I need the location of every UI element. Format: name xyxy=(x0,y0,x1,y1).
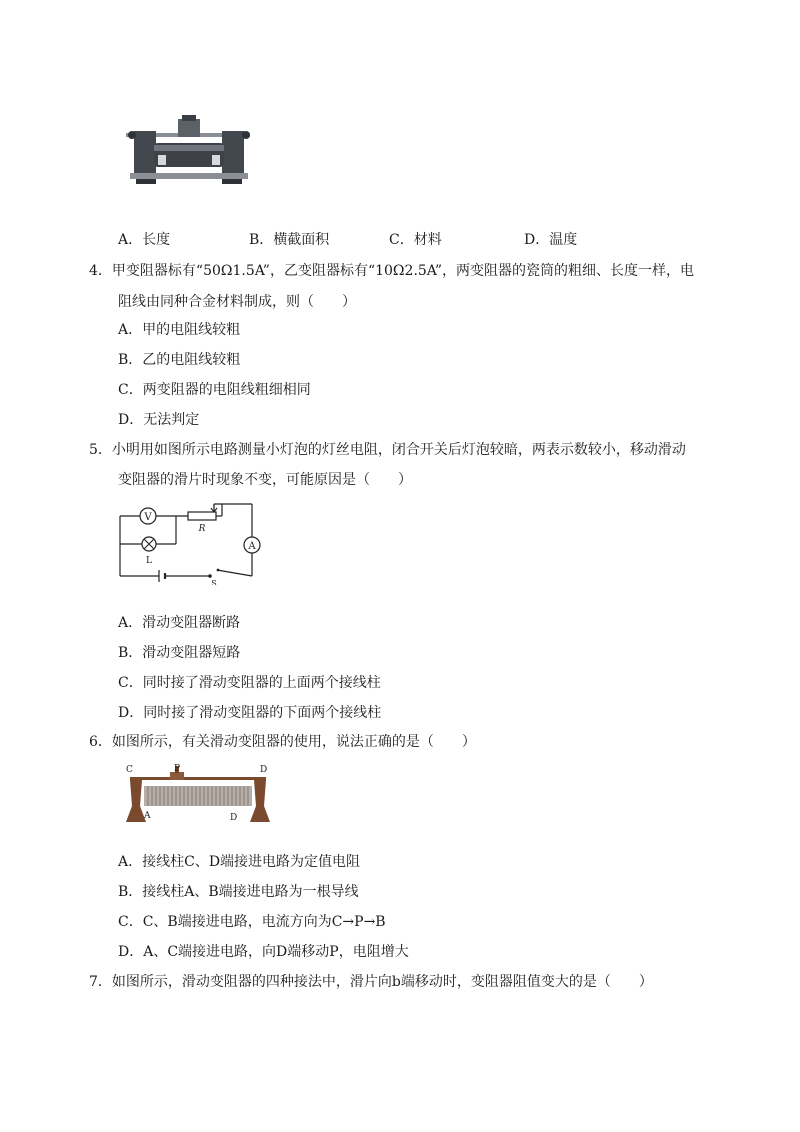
svg-text:P: P xyxy=(174,764,181,774)
q4-stem-line2: 阻线由同种合金材料制成，则（ ） xyxy=(118,294,356,310)
q5-option-c: C．同时接了滑动变阻器的上面两个接线柱 xyxy=(118,675,381,691)
q3-option-c: C．材料 xyxy=(389,232,442,248)
switch-icon xyxy=(208,574,212,578)
q4-option-d: D．无法判定 xyxy=(118,412,200,428)
svg-text:C: C xyxy=(126,765,133,775)
q3-option-d: D．温度 xyxy=(524,232,578,248)
svg-text:V: V xyxy=(144,512,152,523)
q6-option-c: C．C、B端接进电路，电流方向为C→P→B xyxy=(118,914,386,930)
q7-stem: 7．如图所示，滑动变阻器的四种接法中，滑片向b端移动时，变阻器阻值变大的是（ ） xyxy=(89,974,653,990)
svg-text:A: A xyxy=(248,541,256,552)
q6-option-a: A．接线柱C、D端接进电路为定值电阻 xyxy=(118,854,361,870)
rheostat-photo xyxy=(118,95,258,190)
q3-option-b: B．横截面积 xyxy=(249,232,330,248)
q6-option-b: B．接线柱A、B端接进电路为一根导线 xyxy=(118,884,359,900)
svg-text:D: D xyxy=(230,813,238,823)
svg-text:D: D xyxy=(260,765,268,775)
q4-option-c: C．两变阻器的电阻线粗细相同 xyxy=(118,382,311,398)
q6-stem: 6．如图所示，有关滑动变阻器的使用，说法正确的是（ ） xyxy=(89,734,476,750)
slide-rheostat-figure xyxy=(120,762,276,830)
svg-text:R: R xyxy=(198,524,206,534)
q4-option-b: B．乙的电阻线较粗 xyxy=(118,352,241,368)
q3-option-a: A．长度 xyxy=(118,232,171,248)
q6-option-d: D．A、C端接进电路，向D端移动P，电阻增大 xyxy=(118,944,409,960)
circuit-diagram xyxy=(114,500,264,585)
q4-option-a: A．甲的电阻线较粗 xyxy=(118,322,241,338)
svg-text:A: A xyxy=(144,811,151,821)
svg-text:L: L xyxy=(146,556,152,566)
svg-text:S: S xyxy=(211,579,217,585)
q5-option-b: B．滑动变阻器短路 xyxy=(118,645,241,661)
q4-stem-line1: 4．甲变阻器标有“50Ω1.5A”，乙变阻器标有“10Ω2.5A”，两变阻器的瓷筒的粗细、长度一样，电 xyxy=(89,263,695,279)
q5-stem-line2: 变阻器的滑片时现象不变，可能原因是（ ） xyxy=(118,472,412,488)
q5-stem-line1: 5．小明用如图所示电路测量小灯泡的灯丝电阻，闭合开关后灯泡较暗，两表示数较小，移动滑动 xyxy=(89,442,686,458)
q5-option-d: D．同时接了滑动变阻器的下面两个接线柱 xyxy=(118,705,382,721)
q5-option-a: A．滑动变阻器断路 xyxy=(118,615,241,631)
